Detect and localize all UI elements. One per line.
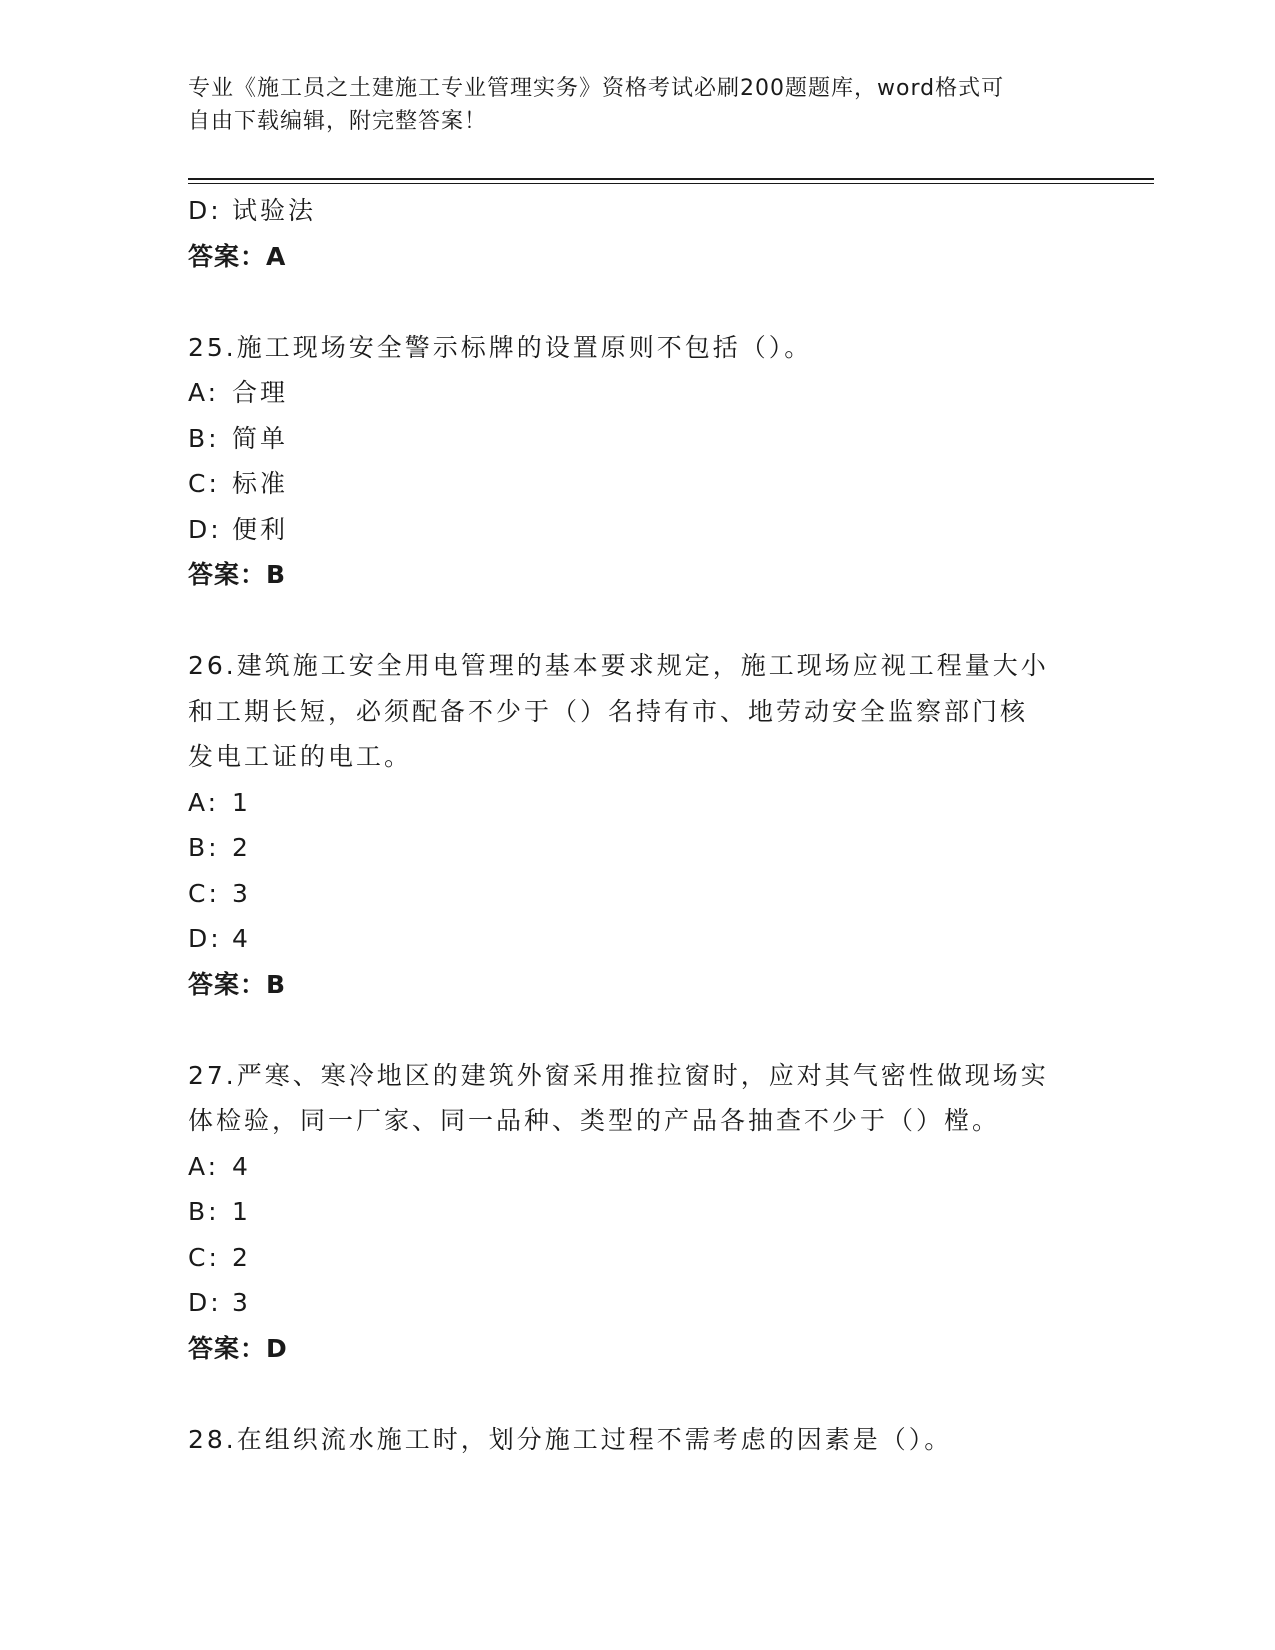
answer-line: 答案：B (188, 560, 287, 589)
option-text: 1 (232, 787, 251, 817)
option-key: C: (188, 878, 220, 908)
option-d (188, 916, 1088, 962)
option-text: 便利 (232, 514, 289, 544)
spacer (188, 1371, 1088, 1417)
option-key: A: (188, 378, 220, 407)
option-text: 3 (232, 1288, 251, 1317)
option-b (188, 825, 1088, 871)
option-c (188, 1235, 1088, 1281)
spacer (188, 1007, 1088, 1053)
question-stem: 28.在组织流水施工时，划分施工过程不需考虑的因素是（）。 (188, 1424, 953, 1454)
option-key: B: (188, 1197, 220, 1226)
option-key: D: (188, 514, 222, 544)
option-key: D: (188, 924, 222, 953)
question-stem-line: 26.建筑施工安全用电管理的基本要求规定，施工现场应视工程量大小 (188, 651, 1049, 680)
option-key: C: (188, 1242, 220, 1272)
option-text: 试验法 (232, 196, 317, 225)
option-c (188, 871, 1088, 917)
option-text: 标准 (232, 469, 289, 498)
header-divider-thin (188, 183, 1154, 184)
spacer (188, 279, 1088, 325)
document-body (188, 188, 1088, 1462)
option-text: 1 (232, 1197, 251, 1226)
option-text: 简单 (232, 423, 289, 453)
option-text: 4 (232, 924, 251, 953)
option-b (188, 1189, 1088, 1235)
option-text: 4 (232, 1151, 251, 1181)
header-divider-thick (188, 178, 1154, 180)
option-key: A: (188, 787, 220, 817)
option-text: 2 (232, 833, 251, 862)
option-b (188, 416, 1088, 462)
answer-line: 答案：B (188, 969, 287, 999)
question-stem-line: 和工期长短，必须配备不少于（）名持有市、地劳动安全监察部门核 (188, 696, 1029, 726)
option-a (188, 1144, 1088, 1190)
option-text: 合理 (232, 378, 289, 407)
option-key: D: (188, 196, 222, 225)
header-title-line-1: 专业《施工员之土建施工专业管理实务》资格考试必刷200题题库，word格式可 (188, 76, 1005, 101)
option-d (188, 1280, 1088, 1326)
option-key: B: (188, 423, 220, 453)
question-stem: 25.施工现场安全警示标牌的设置原则不包括（）。 (188, 332, 813, 362)
option-a (188, 370, 1088, 416)
option-key: A: (188, 1151, 220, 1181)
option-key: C: (188, 469, 220, 498)
answer-line: 答案：D (188, 1333, 288, 1363)
option-a (188, 780, 1088, 826)
header-title-line-2: 自由下载编辑，附完整答案！ (188, 109, 488, 134)
spacer (188, 598, 1088, 644)
option-d (188, 188, 1088, 234)
option-text: 3 (232, 878, 251, 908)
question-stem-line: 体检验，同一厂家、同一品种、类型的产品各抽查不少于（）樘。 (188, 1106, 1001, 1135)
option-d (188, 507, 1088, 553)
page-header (188, 72, 1068, 138)
option-c (188, 461, 1088, 507)
question-stem-line: 27.严寒、寒冷地区的建筑外窗采用推拉窗时，应对其气密性做现场实 (188, 1060, 1049, 1090)
question-stem-line: 发电工证的电工。 (188, 742, 413, 771)
option-text: 2 (232, 1242, 251, 1272)
option-key: B: (188, 833, 220, 862)
answer-line: 答案：A (188, 241, 287, 271)
option-key: D: (188, 1288, 222, 1317)
